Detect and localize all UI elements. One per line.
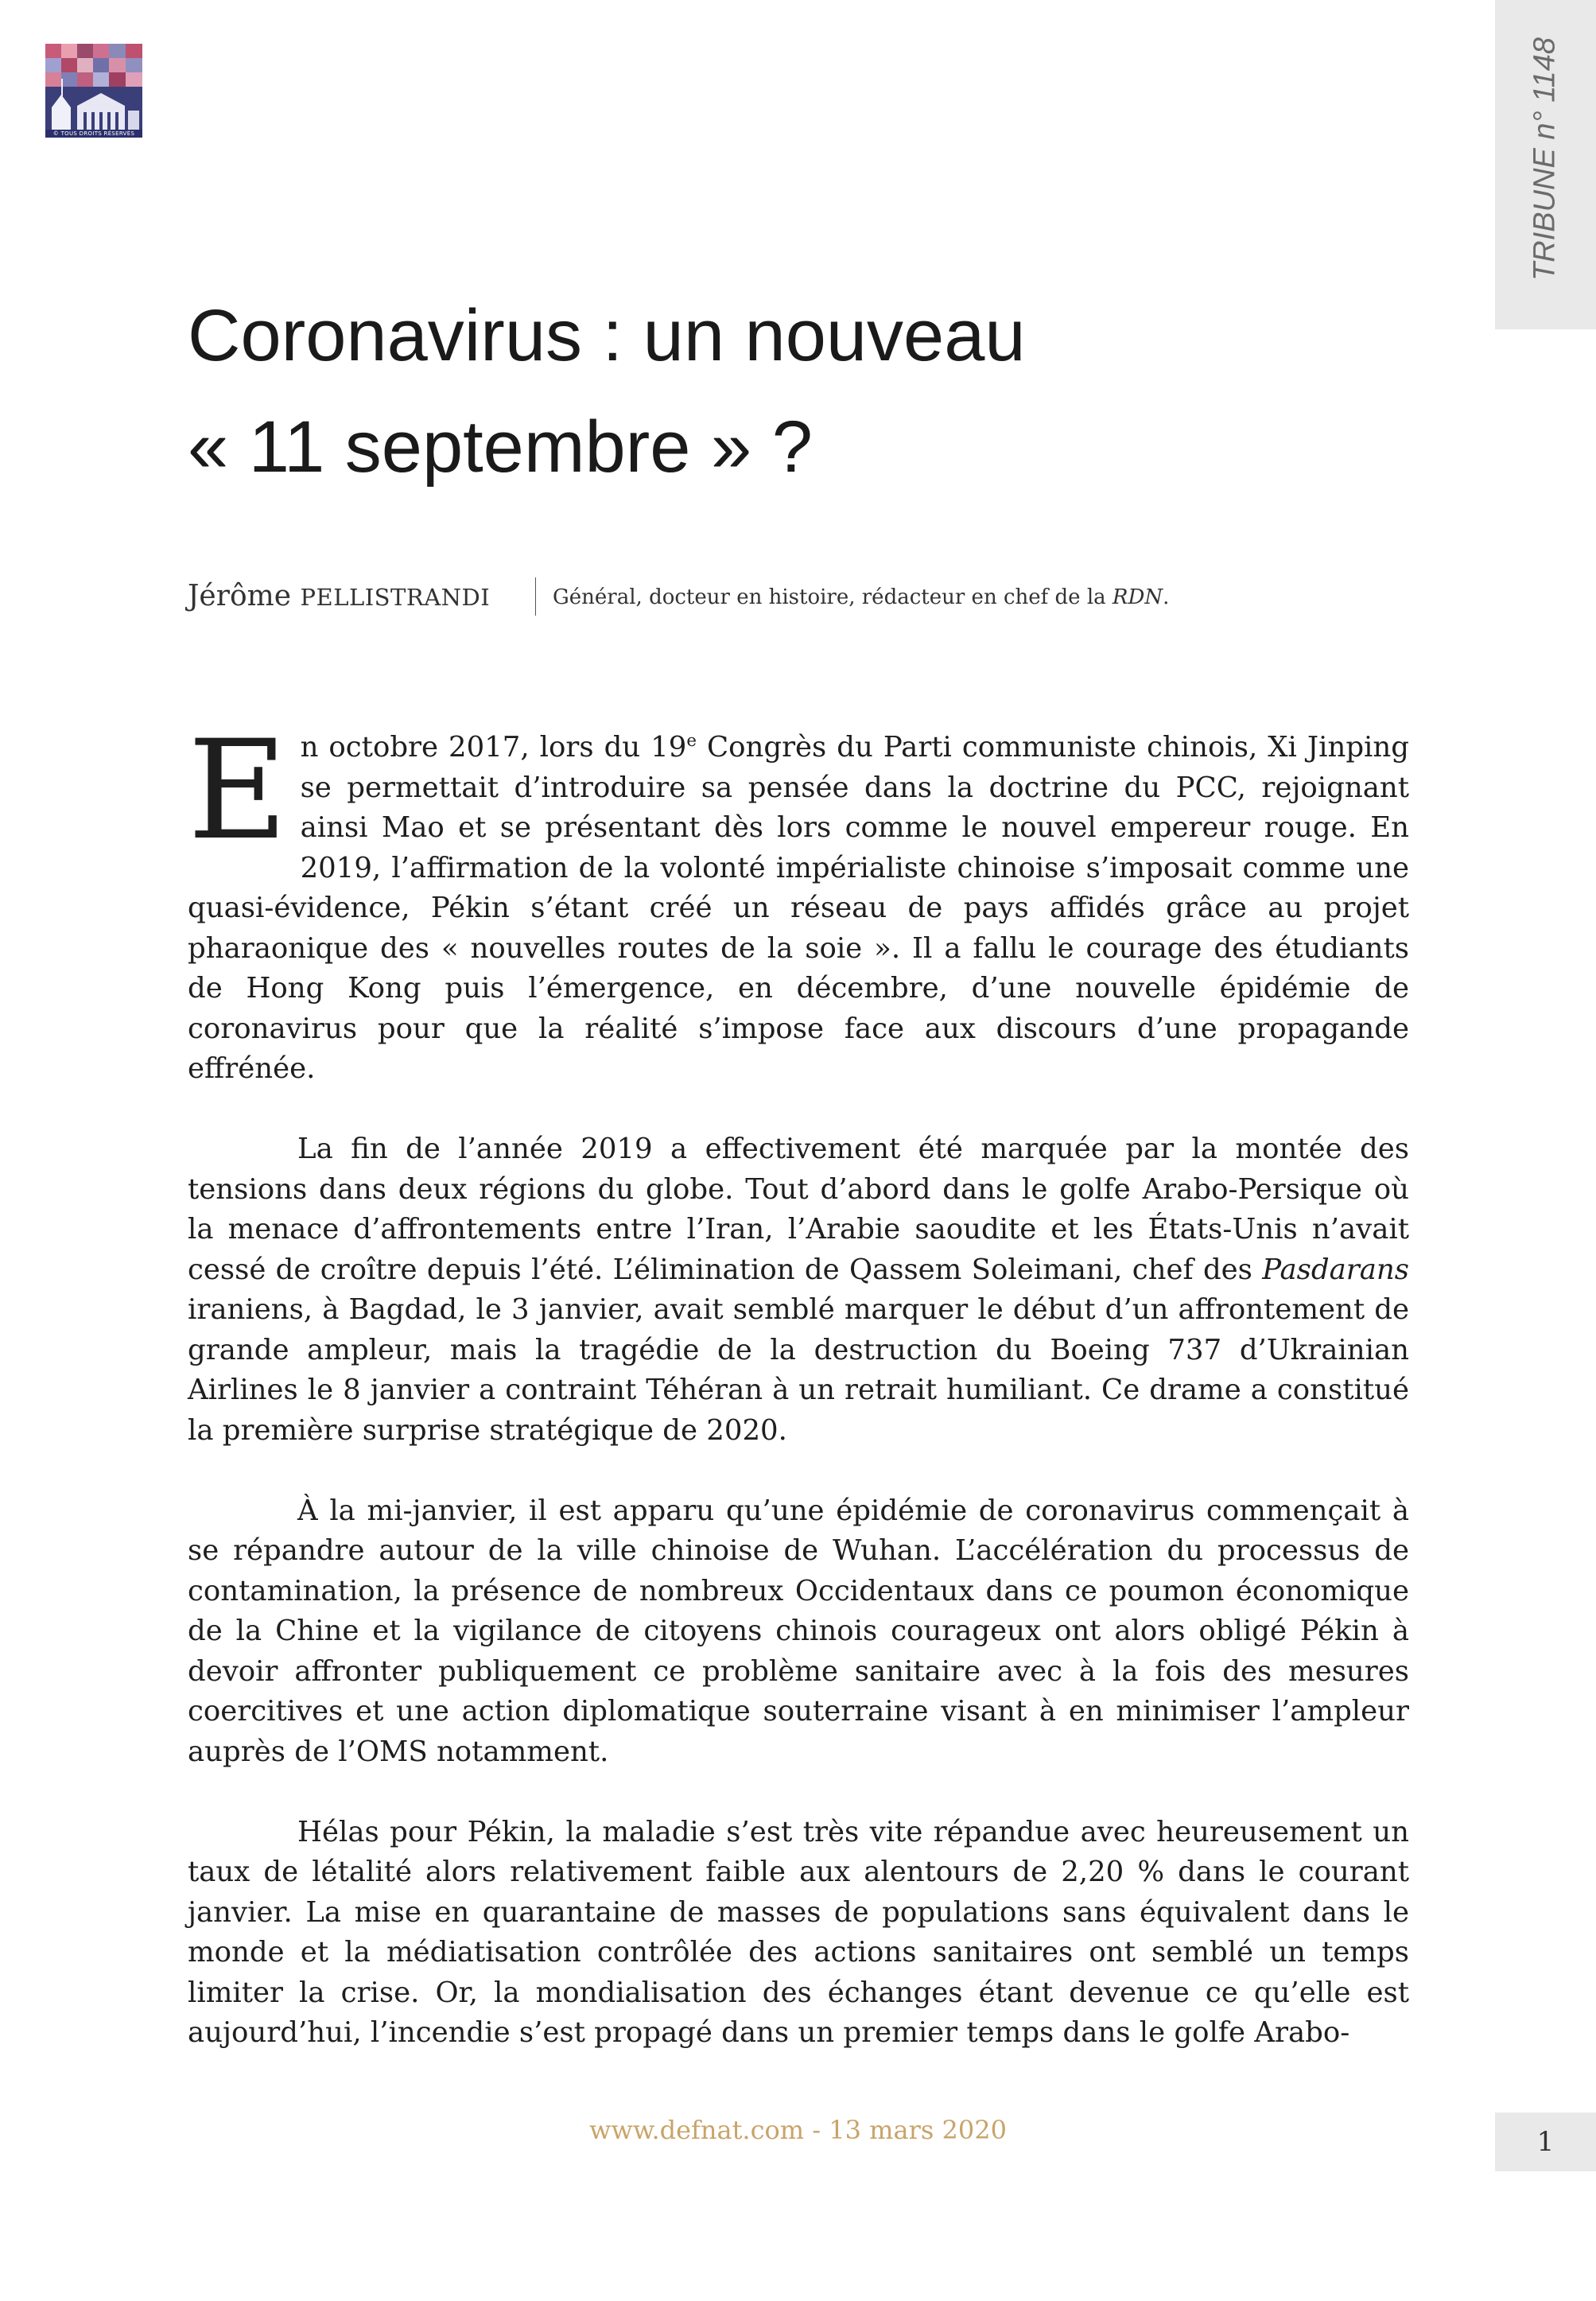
paragraph-4: Hélas pour Pékin, la maladie s’est très vite répandue avec heureusement un taux de létalité alors relativement faible aux alentours de 2,20 % dans le courant janvier. La mise en quarantaine de masses de populations sans équivalent dans le monde et la médiatisation contrôlée des actions sanitaires ont semblé un temps limiter la crise. Or, la mondialisation des échanges étant devenue ce qu’elle est aujourd’hui, l’incendie s’est propagé dans un premier temps dans le golfe Arabo- xyxy=(188,1815,1409,2049)
affiliation-journal: RDN xyxy=(1112,585,1163,609)
author-last-name: PELLISTRANDI xyxy=(300,584,491,611)
affiliation-period: . xyxy=(1163,585,1170,609)
tribune-side-tab xyxy=(1495,0,1596,329)
author-divider xyxy=(535,577,536,616)
paragraph-1 xyxy=(188,710,1409,1090)
article-body xyxy=(188,710,1409,2093)
paragraph-2-text-b: iraniens, à Bagdad, le 3 janvier, avait semblé marquer le début d’un affrontement de grande ampleur, mais la tragédie de la destruction du Boeing 737 d’Ukrainian Airlines le 8 janvier a contraint Téhéran à un retrait humiliant. Ce drame a constitué la première surprise stratégique de 2020. xyxy=(188,1293,1409,1447)
paragraph-2-text-a: La fin de l’année 2019 a effectivement été marquée par la montée des tensions dans deux régions du globe. Tout d’abord dans le golfe Arabo-Persique où la menace d’affrontements entre l’Iran, l’Arabie saoudite et les États-Unis n’avait cessé de croître depuis l’été. L’élimination de Qassem Soleimani, chef des xyxy=(188,1133,1409,1286)
author-affiliation xyxy=(553,583,1169,612)
article-title xyxy=(188,280,1380,503)
author-first-name: Jérôme xyxy=(188,580,301,612)
tribune-number-label: TRIBUNE n° 1148 xyxy=(1528,37,1562,281)
paragraph-2-italic: Pasdarans xyxy=(1262,1253,1409,1286)
paragraph-3: À la mi-janvier, il est apparu qu’une épidémie de coronavirus commençait à se répandre autour de la ville chinoise de Wuhan. L’accélération du processus de contamination, la présence de nombreux Occidentaux dans ce poumon économique de la Chine et la vigilance de citoyens chinois courageux ont alors obligé Pékin à devoir affronter publiquement ce problème sanitaire avec à la fois des mesures coercitives et une action diplomatique souterraine visant à en minimiser l’ampleur auprès de l’OMS notamment. xyxy=(188,1494,1409,1768)
page-number: 1 xyxy=(1495,2112,1596,2171)
author-name xyxy=(188,577,490,616)
publication-logo xyxy=(45,44,142,138)
paragraph-1-superscript: e xyxy=(686,731,697,752)
logo-mosaic-icon xyxy=(45,44,142,130)
logo-caption: © TOUS DROITS RÉSERVÉS xyxy=(45,130,142,138)
drop-cap: E xyxy=(188,710,288,870)
affiliation-text: Général, docteur en histoire, rédacteur en chef de la xyxy=(553,585,1113,609)
paragraph-1-text-b: Congrès du Parti communiste chinois, Xi Jinping se permettait d’introduire sa pensée dans la doctrine du PCC, rejoignant ainsi Mao et se présentant dès lors comme le nouvel empereur rouge. En 2019, l’affirmation de la volonté impérialiste chinoise s’imposait comme une quasi-évidence, Pékin s’étant créé un réseau de pays affidés grâce au projet pharaonique des « nouvelles routes de la soie ». Il a fallu le courage des étudiants de Hong Kong puis l’émergence, en décembre, d’une nouvelle épidémie de coronavirus pour que la réalité s’impose face aux discours d’une propagande effrénée. xyxy=(188,731,1409,1085)
paragraph-1-text-a: n octobre 2017, lors du 19 xyxy=(300,731,687,764)
article-title-line-2: « 11 septembre » ? xyxy=(188,406,813,488)
article-title-line-1: Coronavirus : un nouveau xyxy=(188,295,1026,376)
paragraph-2 xyxy=(188,1129,1409,1451)
page-footer: www.defnat.com - 13 mars 2020 xyxy=(589,2115,1007,2145)
